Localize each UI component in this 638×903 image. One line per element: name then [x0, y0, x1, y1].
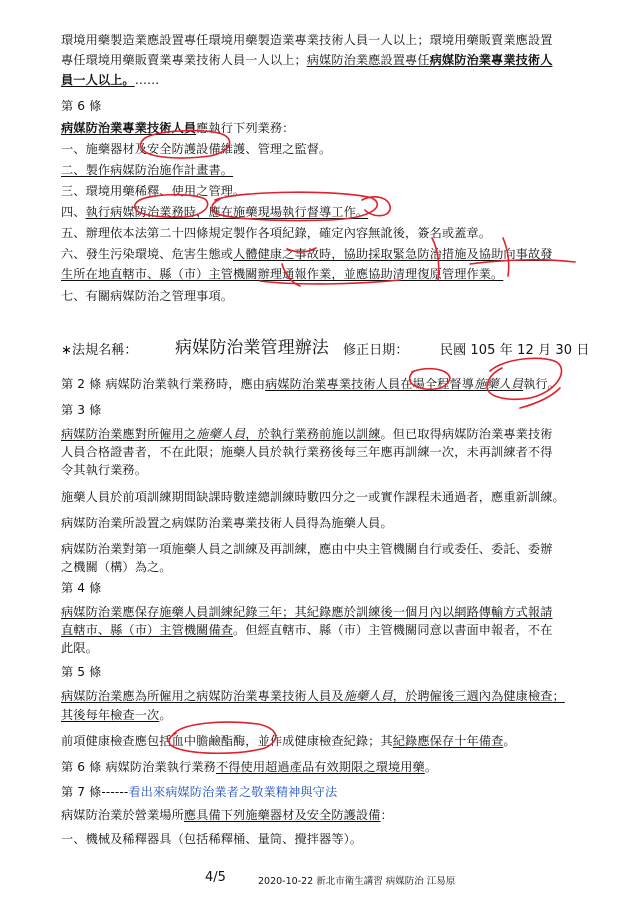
regulation-date: 民國 105 年 12 月 30 日	[440, 343, 590, 358]
article-6-item-1: 一、施藥器材及安全防護設備維護、管理之監督。	[61, 142, 332, 156]
intro-line-1: 環境用藥製造業應設置專任環境用藥製造業專業技術人員一人以上；環境用藥販賣業應設置	[61, 33, 553, 47]
article-5-line-1: 病媒防治業應為所僱用之病媒防治業專業技術人員及施藥人員，於聘僱後三週內為健康檢查；	[61, 689, 565, 703]
article-4-line-1: 病媒防治業應保存施藥人員訓練紀錄三年；其紀錄應於訓練後一個月內以網路傳輸方式報請	[61, 605, 553, 619]
article-5-line-3: 前項健康檢查應包括血中膽鹼酯酶，並作成健康檢查紀錄；其紀錄應保存十年備查。	[61, 734, 516, 748]
article-7-line-2: 病媒防治業於營業場所應具備下列施藥器材及安全防護設備：	[61, 808, 393, 822]
footer-text: 2020-10-22 新北市衛生講習 病媒防治 江易原	[258, 876, 456, 887]
article-6-item-6b: 生所在地直轄市、縣（市）主管機關辦理通報作業，並應協助清理復原管理作業。	[61, 267, 504, 281]
article-6-item-7: 七、有關病媒防治之管理事項。	[61, 289, 234, 303]
article-6-heading: 第 6 條	[61, 99, 102, 113]
article-6-lead: 病媒防治業專業技術人員應執行下列業務：	[61, 121, 295, 135]
article-6-item-5: 五、辦理依本法第二十四條規定製作各項紀錄，確定內容無訛後，簽名或蓋章。	[61, 226, 492, 240]
regulation-article-2: 第 2 條 病媒防治業執行業務時，應由病媒防治業專業技術人員在場全程督導施藥人員執行。	[61, 377, 561, 391]
article-3-para-1-line-3: 令其執行業務。	[61, 463, 148, 477]
regulation-article-4-heading: 第 4 條	[61, 581, 102, 595]
page-number: 4/5	[205, 870, 226, 885]
article-3-para-1-line-2: 人員合格證書者，不在此限；施藥人員於執行業務後每三年應再訓練一次，未再訓練者不得	[61, 445, 553, 459]
article-6-item-2: 二、製作病媒防治施作計畫書。	[61, 163, 234, 177]
article-3-para-4-line-2: 之機關（構）為之。	[61, 560, 172, 574]
regulation-article-6: 第 6 條 病媒防治業執行業務不得使用超過產品有效期限之環境用藥。	[61, 760, 438, 774]
article-3-para-2: 施藥人員於前項訓練期間缺課時數達總訓練時數四分之一或實作課程未通過者，應重新訓練。	[61, 490, 565, 504]
article-4-line-3: 此限。	[61, 641, 98, 655]
regulation-date-label: 修正日期：	[343, 343, 409, 358]
article-6-item-6a: 六、發生污染環境、危害生態或人體健康之事故時，協助採取緊急防治措施及協助向事故發	[61, 247, 553, 261]
intro-line-2: 專任環境用藥販賣業專業技術人員一人以上；病媒防治業應設置專任病媒防治業專業技術人	[61, 53, 553, 67]
regulation-article-7-heading: 第 7 條------看出來病媒防治業者之敬業精神與守法	[61, 785, 338, 799]
article-3-para-3: 病媒防治業所設置之病媒防治業專業技術人員得為施藥人員。	[61, 516, 393, 530]
article-3-para-4-line-1: 病媒防治業對第一項施藥人員之訓練及再訓練，應由中央主管機關自行或委任、委託、委辦	[61, 542, 553, 556]
article-6-item-4: 四、執行病媒防治業務時，應在施藥現場執行督導工作。	[61, 205, 369, 219]
article-3-para-1-line-1: 病媒防治業應對所僱用之施藥人員，於執行業務前施以訓練。但已取得病媒防治業專業技術	[61, 427, 553, 441]
regulation-label: ∗法規名稱：	[61, 343, 138, 358]
article-5-line-2: 其後每年檢查一次。	[61, 708, 172, 722]
regulation-name: 病媒防治業管理辦法	[175, 338, 329, 358]
regulation-article-3-heading: 第 3 條	[61, 403, 102, 417]
intro-line-3: 員一人以上。……	[61, 73, 160, 87]
article-6-item-3: 三、環境用藥稀釋、使用之管理。	[61, 184, 246, 198]
article-4-line-2: 直轄市、縣（市）主管機關備查。但經直轄市、縣（市）主管機關同意以書面申報者，不在	[61, 623, 553, 637]
regulation-article-5-heading: 第 5 條	[61, 665, 102, 679]
article-7-line-3: 一、機械及稀釋器具（包括稀釋桶、量筒、攪拌器等）。	[61, 832, 363, 846]
